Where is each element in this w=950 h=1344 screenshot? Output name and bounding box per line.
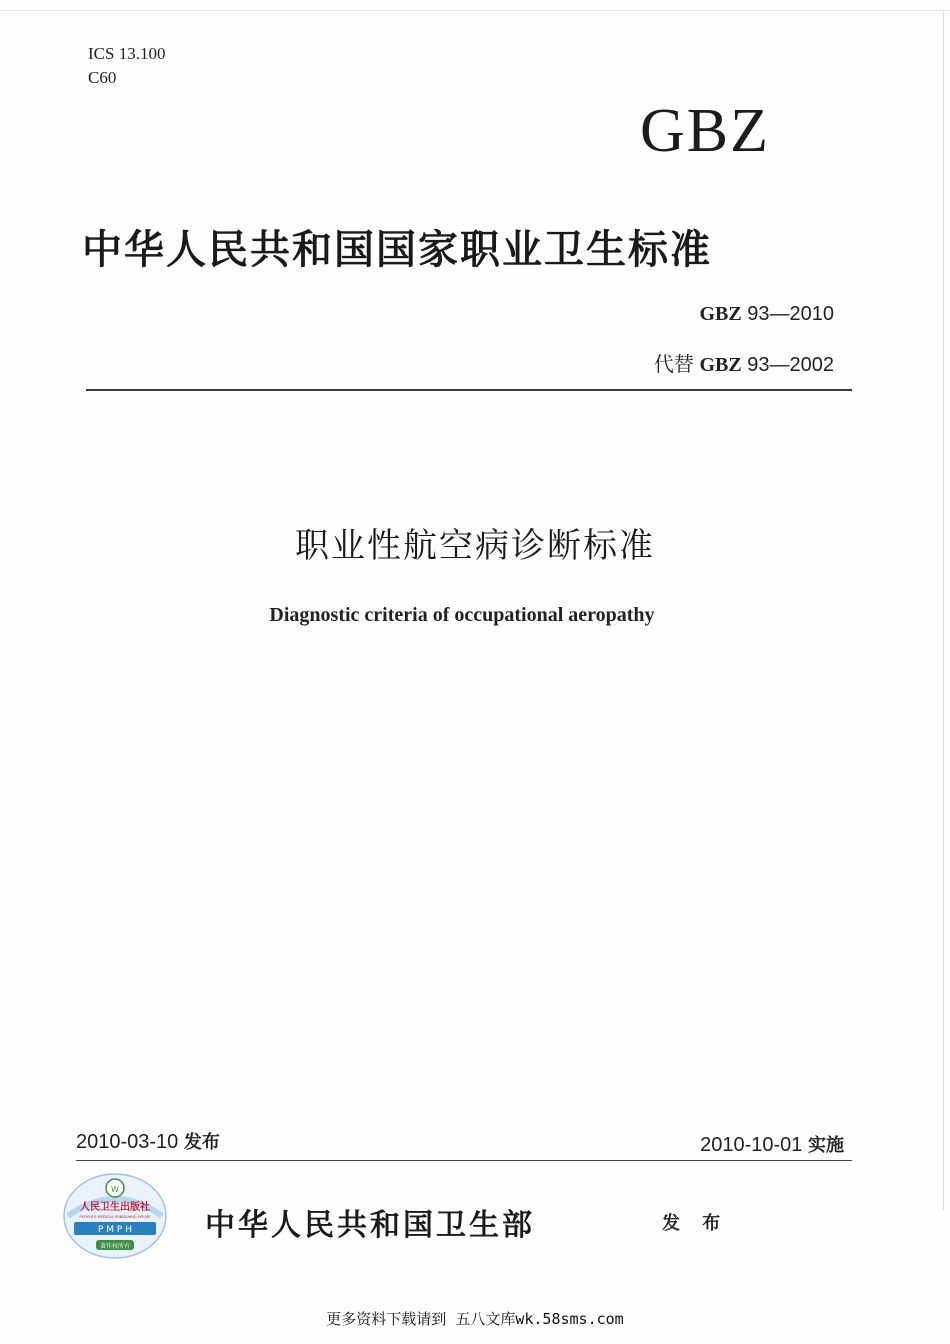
standard-category-title: 中华人民共和国国家职业卫生标准 bbox=[82, 226, 712, 273]
seal-top-text: 人民卫生出版社 bbox=[80, 1202, 150, 1213]
publisher-name: 中华人民共和国卫生部 bbox=[205, 1208, 535, 1243]
document-title-cn: 职业性航空病诊断标准 bbox=[295, 526, 655, 566]
scan-edge-top bbox=[0, 10, 950, 11]
document-title-en: Diagnostic criteria of occupational aeropathy bbox=[269, 604, 655, 626]
issue-date: 2010-03-10 bbox=[76, 1131, 179, 1153]
publisher-seal-icon bbox=[62, 1172, 168, 1260]
replaces-standard bbox=[654, 348, 834, 377]
classification-codes bbox=[88, 42, 165, 90]
ccs-code: C60 bbox=[88, 68, 117, 87]
implementation-label: 实施 bbox=[808, 1135, 844, 1156]
scan-edge-right bbox=[943, 10, 944, 1210]
replaces-prefix: GBZ bbox=[699, 354, 742, 376]
header-divider bbox=[86, 389, 852, 391]
seal-letters: P M P H bbox=[98, 1225, 132, 1235]
seal-subtitle: PEOPLE'S MEDICAL PUBLISHING HOUSE bbox=[79, 1215, 151, 1219]
publisher-action: 发 布 bbox=[662, 1213, 729, 1234]
seal-bottom-text: 著作权所有 bbox=[99, 1243, 131, 1250]
issue-label: 发布 bbox=[183, 1132, 220, 1153]
standard-number bbox=[699, 303, 834, 326]
standard-prefix: GBZ bbox=[699, 303, 742, 325]
issue-date-line bbox=[76, 1128, 220, 1154]
ics-code: ICS 13.100 bbox=[88, 44, 166, 63]
standard-type-logo: GBZ bbox=[640, 97, 770, 165]
svg-text:W: W bbox=[111, 1185, 119, 1194]
replaces-label: 代替 bbox=[653, 354, 694, 376]
download-footer-note: 更多资料下载请到 五八文库wk.58sms.com bbox=[326, 1310, 624, 1328]
replaces-number: 93—2002 bbox=[747, 354, 834, 376]
footer-divider bbox=[76, 1160, 852, 1161]
standard-number-value: 93—2010 bbox=[747, 303, 834, 325]
implementation-date: 2010-10-01 bbox=[700, 1134, 803, 1156]
implementation-date-line bbox=[700, 1131, 844, 1157]
